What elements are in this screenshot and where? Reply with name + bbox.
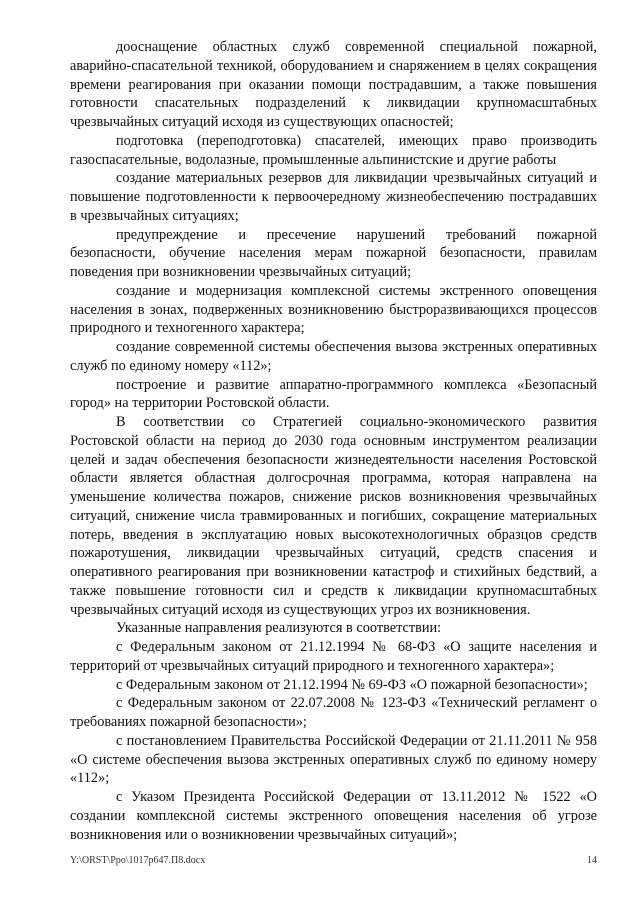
footer-file-path: Y:\ORST\Ppo\1017p647.П8.docx — [70, 855, 206, 866]
document-body — [70, 38, 597, 844]
paragraph-law-69fz: с Федеральным законом от 21.12.1994 № 69-ФЗ «О пожарной безопасности»; — [116, 676, 588, 693]
paragraph-law-123fz: с Федеральным законом от 22.07.2008 № 123-ФЗ «Технический регламент о требованиях пожарной безопасности»; — [70, 695, 597, 730]
paragraph-law-68fz: с Федеральным законом от 21.12.1994 № 68-ФЗ «О защите населения и территорий от чрезвычайных ситуаций природного и техногенного характера»; — [70, 639, 597, 674]
paragraph-prevention: предупреждение и пресечение нарушений требований пожарной безопасности, обучение населения мерам пожарной безопасности, правилам поведения при возникновении чрезвычайных ситуаций; — [70, 226, 597, 280]
paragraph-resolution-958: с постановлением Правительства Российской Федерации от 21.11.2011 № 958 «О системе обеспечения вызова экстренных оперативных служб по единому номеру «112»; — [70, 732, 597, 787]
paragraph-decree-1522: с Указом Президента Российской Федерации от 13.11.2012 № 1522 «О создании комплексной системы экстренного оповещения населения об угрозе возникновения или о возникновении чрезвычайных ситуаций»; — [70, 789, 597, 843]
paragraph-safe-city: построение и развитие аппаратно-программного комплекса «Безопасный город» на территории Ростовской области. — [70, 376, 597, 412]
paragraph-equipment: дооснащение областных служб современной специальной пожарной, аварийно-спасательной техникой, оборудованием и снаряжением в целях сокращения времени реагирования при оказании помощи пострадавшим, а также повышения готовности спасательных подразделений к ликвидации крупномасштабных чрезвычайных ситуаций исходя из существующих опасностей; — [70, 39, 597, 130]
paragraph-training: подготовка (переподготовка) спасателей, имеющих право производить газоспасательные, водолазные, промышленные альпинистские и другие работы — [70, 132, 597, 168]
paragraph-strategy: В соответствии со Стратегией социально-экономического развития Ростовской области на период до 2030 года основным инструментом реализации целей и задач обеспечения безопасности жизнедеятельности населения Ростовской области является областная долгосрочная программа, которая направлена на уменьшение количества пожаров, снижение рисков возникновения чрезвычайных ситуаций, снижение числа травмированных и погибших, сокращение материальных потерь, введения в эксплуатацию новых высокотехнологичных образцов средств пожаротушения, ликвидации чрезвычайных ситуаций, средств спасения и оперативного реагирования при возникновении катастроф и стихийных бедствий, а также повышение готовности сил и средств к ликвидации крупномасштабных чрезвычайных ситуаций исходя из существующих угроз их возникновения. — [70, 414, 597, 618]
paragraph-directions-intro: Указанные направления реализуются в соответствии: — [116, 620, 442, 637]
paragraph-warning-system: создание и модернизация комплексной системы экстренного оповещения населения в зонах, подверженных возникновению быстроразвивающихся процессов природного и техногенного характера; — [70, 282, 597, 337]
paragraph-112-system: создание современной системы обеспечения вызова экстренных оперативных служб по единому номеру «112»; — [70, 339, 597, 374]
page-number: 14 — [587, 855, 597, 866]
paragraph-reserves: создание материальных резервов для ликвидации чрезвычайных ситуаций и повышение подготовленности к первоочередному жизнеобеспечению пострадавших в чрезвычайных ситуациях; — [70, 170, 597, 224]
